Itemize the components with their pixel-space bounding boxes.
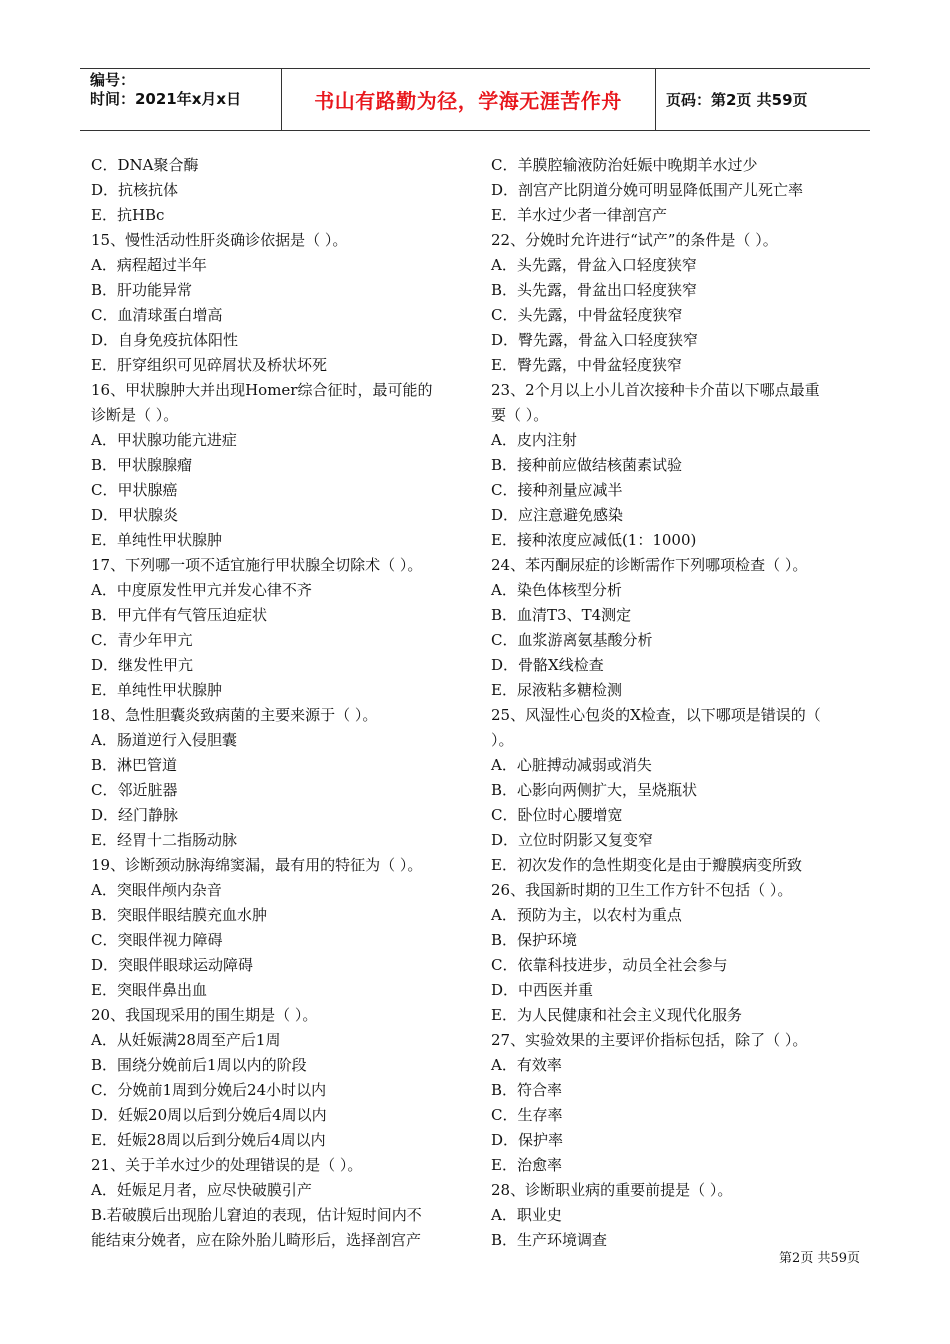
text-line: B．心影向两侧扩大，呈烧瓶状 xyxy=(491,781,698,799)
text-line: 能结束分娩者，应在除外胎儿畸形后，选择剖宫产 xyxy=(91,1231,422,1249)
header-meta xyxy=(90,71,280,109)
text-line: 22、分娩时允许进行“试产”的条件是（ ）。 xyxy=(491,231,778,249)
text-line: A．病程超过半年 xyxy=(91,256,207,274)
text-line: B．围绕分娩前后1周以内的阶段 xyxy=(91,1056,307,1074)
text-line: A．预防为主，以农村为重点 xyxy=(491,906,682,924)
text-line: 25、风湿性心包炎的X检查，以下哪项是错误的（ xyxy=(491,706,821,724)
header-divider xyxy=(655,69,656,130)
text-line: E．初次发作的急性期变化是由于瓣膜病变所致 xyxy=(491,856,802,874)
text-line: C．邻近脏器 xyxy=(91,781,178,799)
text-line: A．肠道逆行入侵胆囊 xyxy=(91,731,237,749)
text-line: D．中西医并重 xyxy=(491,981,594,999)
page-footer: 第2页 共59页 xyxy=(779,1251,860,1266)
text-line: A．头先露，骨盆入口轻度狭窄 xyxy=(491,256,697,274)
text-line: B．肝功能异常 xyxy=(91,281,193,299)
text-line: A．从妊娠满28周至产后1周 xyxy=(91,1031,281,1049)
text-line: E．单纯性甲状腺肿 xyxy=(91,531,222,549)
text-line: 20、我国现采用的围生期是（ ）。 xyxy=(91,1006,318,1024)
text-line: E．突眼伴鼻出血 xyxy=(91,981,207,999)
text-line: A．甲状腺功能亢进症 xyxy=(91,431,237,449)
text-line: E．经胃十二指肠动脉 xyxy=(91,831,237,849)
text-line: 24、苯丙酮尿症的诊断需作下列哪项检查（ ）。 xyxy=(491,556,808,574)
text-line: A．心脏搏动减弱或消失 xyxy=(491,756,652,774)
text-line: 16、甲状腺肿大并出现Homer综合征时，最可能的 xyxy=(91,381,433,399)
text-line: B．甲状腺腺瘤 xyxy=(91,456,193,474)
text-line: C．甲状腺癌 xyxy=(91,481,178,499)
text-line: A．皮内注射 xyxy=(491,431,577,449)
text-line: A．有效率 xyxy=(491,1056,562,1074)
text-line: 28、诊断职业病的重要前提是（ ）。 xyxy=(491,1181,733,1199)
text-line: A．中度原发性甲亢并发心律不齐 xyxy=(91,581,312,599)
text-line: E．抗HBc xyxy=(91,206,165,224)
page-number-label: 页码：第2页 共59页 xyxy=(666,91,808,109)
page-header xyxy=(80,68,870,131)
text-line: C．生存率 xyxy=(491,1106,563,1124)
text-line: E．单纯性甲状腺肿 xyxy=(91,681,222,699)
text-line: D．剖宫产比阴道分娩可明显降低围产儿死亡率 xyxy=(491,181,804,199)
text-line: A．妊娠足月者，应尽快破膜引产 xyxy=(91,1181,312,1199)
text-line: B．甲亢伴有气管压迫症状 xyxy=(91,606,268,624)
time-label: 时间：2021年x月x日 xyxy=(90,90,242,108)
text-line: D．甲状腺炎 xyxy=(91,506,179,524)
text-line: E．肝穿组织可见碎屑状及桥状坏死 xyxy=(91,356,327,374)
text-line: 17、下列哪一项不适宜施行甲状腺全切除术（ ）。 xyxy=(91,556,423,574)
text-line: D．突眼伴眼球运动障碍 xyxy=(91,956,254,974)
header-motto: 书山有路勤为径，学海无涯苦作舟 xyxy=(314,89,622,113)
text-line: B．头先露，骨盆出口轻度狭窄 xyxy=(491,281,698,299)
text-line: D．应注意避免感染 xyxy=(491,506,624,524)
text-line: B．接种前应做结核菌素试验 xyxy=(491,456,683,474)
text-line: E．接种浓度应减低(1：1000) xyxy=(491,531,697,549)
text-line: A．染色体核型分析 xyxy=(491,581,622,599)
text-line: A．职业史 xyxy=(491,1206,562,1224)
text-line: E．羊水过少者一律剖宫产 xyxy=(491,206,667,224)
text-line: 15、慢性活动性肝炎确诊依据是（ ）。 xyxy=(91,231,348,249)
text-line: E．尿液粘多糖检测 xyxy=(491,681,622,699)
text-line: C．依靠科技进步，动员全社会参与 xyxy=(491,956,728,974)
text-line: B.若破膜后出现胎儿窘迫的表现，估计短时间内不 xyxy=(91,1206,422,1224)
right-column xyxy=(491,153,871,1253)
text-line: C．卧位时心腰增宽 xyxy=(491,806,623,824)
text-line: B．生产环境调查 xyxy=(491,1231,608,1249)
text-line: E．为人民健康和社会主义现代化服务 xyxy=(491,1006,742,1024)
text-line: C．接种剂量应减半 xyxy=(491,481,623,499)
text-line: B．突眼伴眼结膜充血水肿 xyxy=(91,906,268,924)
text-line: E．治愈率 xyxy=(491,1156,562,1174)
text-line: B．符合率 xyxy=(491,1081,563,1099)
text-line: D．抗核抗体 xyxy=(91,181,179,199)
text-line: D．立位时阴影又复变窄 xyxy=(491,831,654,849)
left-column xyxy=(91,153,471,1253)
text-line: E．妊娠28周以后到分娩后4周以内 xyxy=(91,1131,326,1149)
text-line: B．血清T3、T4测定 xyxy=(491,606,632,624)
text-line: C．分娩前1周到分娩后24小时以内 xyxy=(91,1081,327,1099)
text-line: C．突眼伴视力障碍 xyxy=(91,931,223,949)
text-line: B．淋巴管道 xyxy=(91,756,178,774)
text-line: C．羊膜腔输液防治妊娠中晚期羊水过少 xyxy=(491,156,758,174)
text-line: D．保护率 xyxy=(491,1131,564,1149)
text-line: 23、2个月以上小儿首次接种卡介苗以下哪点最重 xyxy=(491,381,820,399)
text-line: 26、我国新时期的卫生工作方针不包括（ ）。 xyxy=(491,881,793,899)
text-line: A．突眼伴颅内杂音 xyxy=(91,881,222,899)
text-line: D．继发性甲亢 xyxy=(91,656,194,674)
text-line: 要（ ）。 xyxy=(491,406,549,424)
text-line: C．血清球蛋白增高 xyxy=(91,306,223,324)
text-line: D．骨骼X线检查 xyxy=(491,656,604,674)
text-line: C．头先露，中骨盆轻度狭窄 xyxy=(491,306,683,324)
text-line: D．妊娠20周以后到分娩后4周以内 xyxy=(91,1106,327,1124)
text-line: C．青少年甲亢 xyxy=(91,631,193,649)
text-line: D．自身免疫抗体阳性 xyxy=(91,331,239,349)
text-line: B．保护环境 xyxy=(491,931,578,949)
code-label: 编号： xyxy=(90,71,136,89)
text-line: D．经门静脉 xyxy=(91,806,179,824)
text-line: 18、急性胆囊炎致病菌的主要来源于（ ）。 xyxy=(91,706,378,724)
text-line: 27、实验效果的主要评价指标包括，除了（ ）。 xyxy=(491,1031,808,1049)
text-line: 21、关于羊水过少的处理错误的是（ ）。 xyxy=(91,1156,363,1174)
text-line: 诊断是（ ）。 xyxy=(91,406,179,424)
text-line: C．血浆游离氨基酸分析 xyxy=(491,631,653,649)
text-line: ）。 xyxy=(491,731,514,749)
text-line: C．DNA聚合酶 xyxy=(91,156,199,174)
text-line: D．臀先露，骨盆入口轻度狭窄 xyxy=(491,331,699,349)
text-line: E．臀先露，中骨盆轻度狭窄 xyxy=(491,356,682,374)
text-line: 19、诊断颈动脉海绵窦漏，最有用的特征为（ ）。 xyxy=(91,856,423,874)
